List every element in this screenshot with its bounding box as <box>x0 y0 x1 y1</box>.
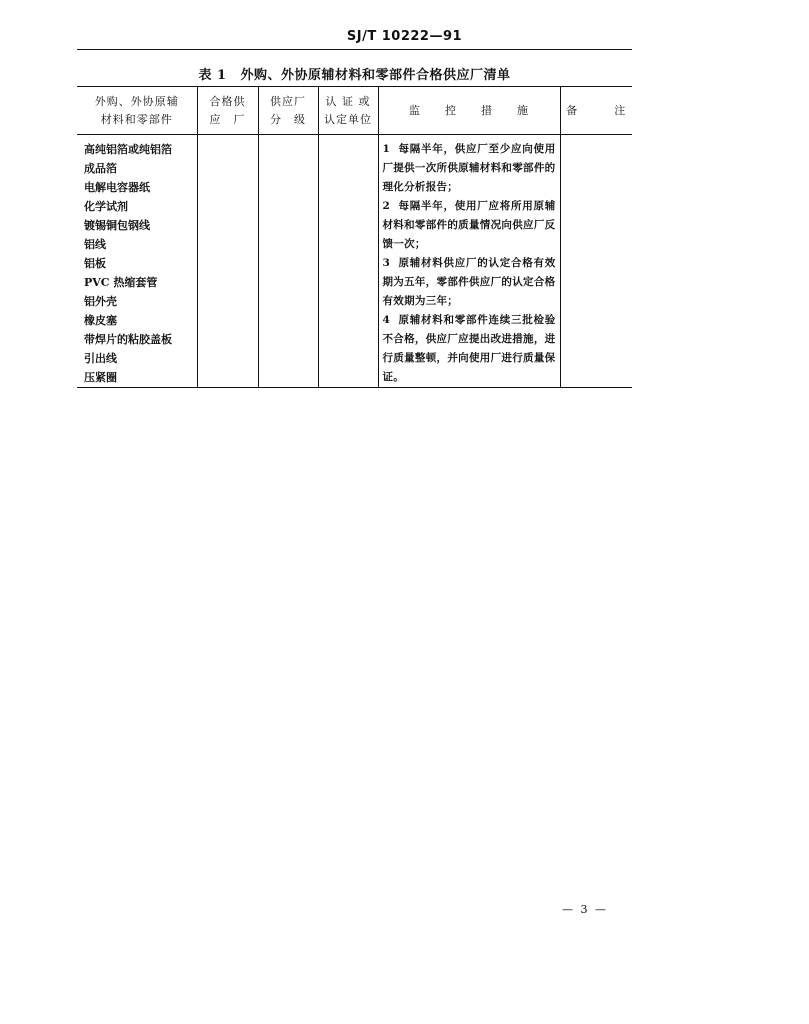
standard-code: SJ/T 10222—91 <box>346 29 463 44</box>
material-item: 压紧圈 <box>84 371 117 384</box>
page-number: — 3 — <box>562 903 608 916</box>
control-measures-cell <box>378 135 560 388</box>
supplier-list-table <box>77 86 632 388</box>
header-remarks: 备 注 <box>560 87 632 135</box>
measure-item: 3 原辅材料供应厂的认定合格有效期为五年，零部件供应厂的认定合格有效期为三年； <box>382 257 556 307</box>
table-header-row <box>77 87 632 135</box>
supplier-grade-cell <box>258 135 318 388</box>
header-supplier-grade: 供应厂 分 级 <box>258 87 318 135</box>
header-materials: 外购、外协原辅 材料和零部件 <box>77 87 197 135</box>
material-item: 铝线 <box>84 238 106 251</box>
table-title-text: 外购、外协原辅材料和零部件合格供应厂清单 <box>240 68 511 83</box>
certifying-unit-cell <box>318 135 378 388</box>
measure-item: 2 每隔半年，使用厂应将所用原辅材料和零部件的质量情况向供应厂反馈一次； <box>382 200 556 250</box>
materials-list <box>77 135 197 387</box>
material-item: 化学试剂 <box>84 200 128 213</box>
table-title-number: 表 1 <box>198 68 227 83</box>
material-item: 带焊片的粘胶盖板 <box>84 333 172 346</box>
remarks-cell <box>560 135 632 388</box>
material-item: 电解电容器纸 <box>84 181 150 194</box>
header-qualified-supplier: 合格供 应 厂 <box>197 87 258 135</box>
material-item: 镀锡铜包钢线 <box>84 219 150 232</box>
material-item: PVC 热缩套管 <box>84 276 158 289</box>
measure-item: 4 原辅材料和零部件连续三批检验不合格，供应厂应提出改进措施，进行质量整顿，并向使用厂进行质量保证。 <box>382 314 556 383</box>
table-title <box>77 64 632 83</box>
material-item: 引出线 <box>84 352 117 365</box>
material-item: 铝板 <box>84 257 106 270</box>
header-rule <box>77 49 632 50</box>
material-item: 高纯铝箔或纯铝箔 <box>84 143 172 156</box>
measure-item: 1 每隔半年，供应厂至少应向使用厂提供一次所供原辅材料和零部件的理化分析报告； <box>382 143 556 193</box>
material-item: 橡皮塞 <box>84 314 117 327</box>
header-certifying-unit: 认 证 或 认定单位 <box>318 87 378 135</box>
material-item: 铝外壳 <box>84 295 117 308</box>
control-measures-list <box>379 135 560 387</box>
table-body-row <box>77 135 632 388</box>
materials-cell <box>77 135 197 388</box>
material-item: 成品箔 <box>84 162 117 175</box>
qualified-supplier-cell <box>197 135 258 388</box>
header-control-measures: 监 控 措 施 <box>378 87 560 135</box>
